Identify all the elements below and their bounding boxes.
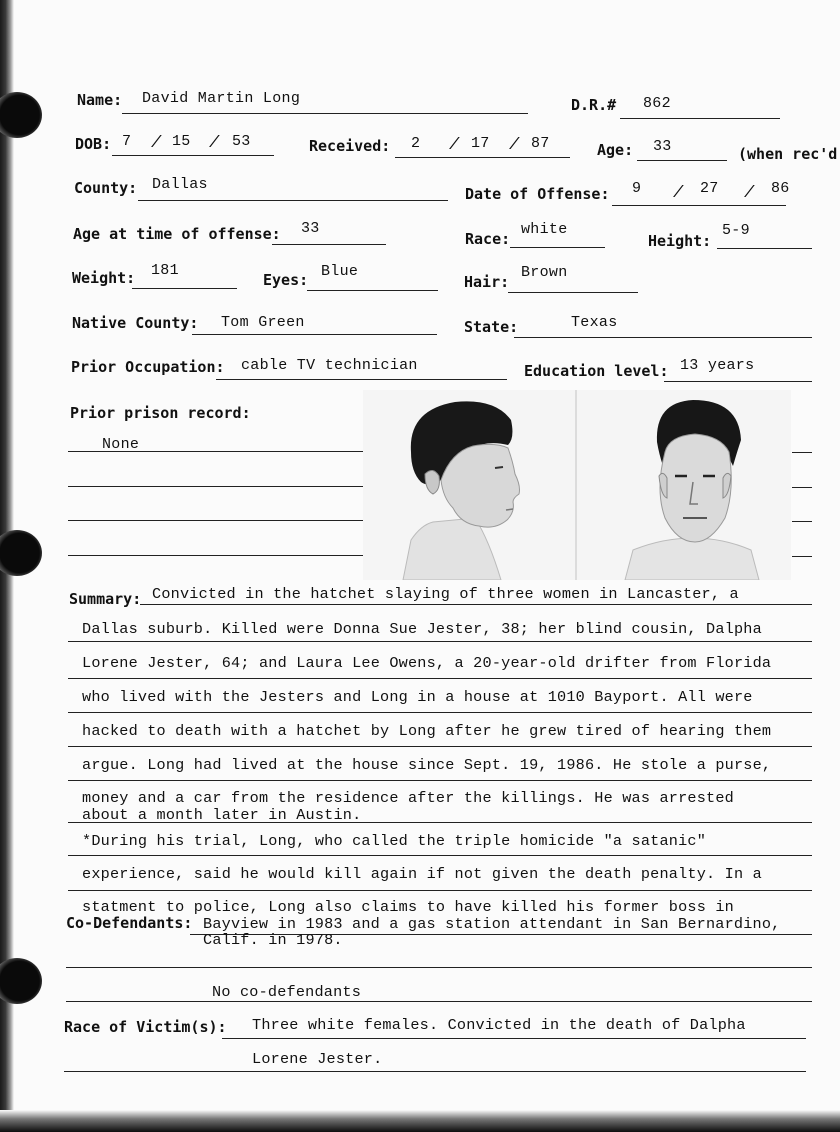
dr-value: 862 xyxy=(643,95,671,112)
victims-underline-1 xyxy=(222,1038,806,1039)
occupation-label: Prior Occupation: xyxy=(71,358,225,376)
summary-line-2: Dallas suburb. Killed were Donna Sue Jester, 38; her blind cousin, Dalpha xyxy=(82,620,762,638)
height-value: 5-9 xyxy=(722,222,750,239)
summary-underline-3 xyxy=(68,678,812,679)
summary-underline-7 xyxy=(68,822,812,823)
name-underline xyxy=(122,113,528,114)
eyes-label: Eyes: xyxy=(263,271,309,289)
mugshot-photo xyxy=(363,390,791,580)
page-edge-bottom xyxy=(0,1110,840,1132)
mugshot-illustration xyxy=(363,390,791,580)
received-day: 17 xyxy=(471,135,490,152)
summary-line-10: experience, said he would kill again if not given the death penalty. In a xyxy=(82,865,762,883)
dob-slash-1: / xyxy=(151,134,162,153)
summary-underline-4 xyxy=(68,712,812,713)
punch-hole-middle xyxy=(0,530,42,576)
codefendants-label: Co-Defendants: xyxy=(66,914,193,932)
state-underline xyxy=(514,337,812,338)
summary-underline-5 xyxy=(68,746,812,747)
dob-slash-2: / xyxy=(209,134,220,153)
dob-underline xyxy=(112,155,274,156)
prior-record-line-2 xyxy=(68,486,364,487)
race-underline xyxy=(510,247,605,248)
state-label: State: xyxy=(464,318,519,336)
hair-underline xyxy=(508,292,638,293)
prior-record-line-right-2 xyxy=(792,487,812,488)
dob-label: DOB: xyxy=(75,135,112,153)
summary-line-8: about a month later in Austin. xyxy=(82,806,362,824)
age-underline xyxy=(637,160,727,161)
occupation-underline xyxy=(216,379,507,380)
county-label: County: xyxy=(74,179,138,197)
hair-value: Brown xyxy=(521,264,568,281)
summary-line-13: Calif. in 1978. xyxy=(203,931,343,949)
offense-month: 9 xyxy=(632,180,642,197)
summary-line-5: hacked to death with a hatchet by Long after he grew tired of hearing them xyxy=(82,722,772,740)
height-label: Height: xyxy=(648,232,712,250)
prior-record-line-right-1 xyxy=(792,452,812,453)
summary-underline-8 xyxy=(68,855,812,856)
victims-line-1: Three white females. Convicted in the death of Dalpha xyxy=(252,1016,746,1034)
race-label: Race: xyxy=(465,230,511,248)
dob-year: 53 xyxy=(232,133,251,150)
native-county-underline xyxy=(192,334,437,335)
summary-label: Summary: xyxy=(69,590,142,608)
summary-line-3: Lorene Jester, 64; and Laura Lee Owens, a 20-year-old drifter from Florida xyxy=(82,654,772,672)
eyes-value: Blue xyxy=(321,263,359,280)
summary-line-6: argue. Long had lived at the house since Sept. 19, 1986. He stole a purse, xyxy=(82,756,772,774)
age-label: Age: xyxy=(597,141,634,159)
county-underline xyxy=(138,200,448,201)
native-county-label: Native County: xyxy=(72,314,199,332)
prior-record-line-4 xyxy=(68,555,364,556)
education-underline xyxy=(664,381,812,382)
weight-underline xyxy=(132,288,237,289)
weight-value: 181 xyxy=(151,262,179,279)
codefendants-underline-2 xyxy=(66,967,812,968)
punch-hole-top xyxy=(0,92,42,138)
education-label: Education level: xyxy=(524,362,669,380)
summary-underline-9 xyxy=(68,890,812,891)
state-value: Texas xyxy=(571,314,618,331)
age-offense-label: Age at time of offense: xyxy=(73,225,281,243)
summary-underline-1 xyxy=(140,604,812,605)
dr-label: D.R.# xyxy=(571,96,617,114)
occupation-value: cable TV technician xyxy=(241,357,418,374)
dr-underline xyxy=(620,118,780,119)
summary-underline-2 xyxy=(68,641,812,642)
hair-label: Hair: xyxy=(464,273,510,291)
codefendants-underline-3 xyxy=(66,1001,812,1002)
summary-line-9: *During his trial, Long, who called the triple homicide "a satanic" xyxy=(82,832,707,850)
offense-day: 27 xyxy=(700,180,719,197)
victims-underline-2 xyxy=(64,1071,806,1072)
prior-record-label: Prior prison record: xyxy=(70,404,251,422)
summary-line-1: Convicted in the hatchet slaying of three women in Lancaster, a xyxy=(152,585,739,603)
offense-slash-2: / xyxy=(744,184,755,203)
offense-date-label: Date of Offense: xyxy=(465,185,610,203)
native-county-value: Tom Green xyxy=(221,314,305,331)
prior-record-value: None xyxy=(102,436,140,453)
eyes-underline xyxy=(307,290,438,291)
race-value: white xyxy=(521,221,568,238)
prior-record-line-right-4 xyxy=(792,556,812,557)
summary-line-11: statment to police, Long also claims to have killed his former boss in xyxy=(82,898,734,916)
name-label: Name: xyxy=(77,91,123,109)
age-value: 33 xyxy=(653,138,672,155)
offense-year: 86 xyxy=(771,180,790,197)
summary-underline-6 xyxy=(68,780,812,781)
prior-record-line-1 xyxy=(68,451,364,452)
codefendants-value: No co-defendants xyxy=(212,983,362,1001)
received-slash-2: / xyxy=(509,136,520,155)
victims-label: Race of Victim(s): xyxy=(64,1018,227,1036)
prior-record-line-3 xyxy=(68,520,364,521)
education-value: 13 years xyxy=(680,357,755,374)
height-underline xyxy=(717,248,812,249)
received-label: Received: xyxy=(309,137,391,155)
dob-day: 15 xyxy=(172,133,191,150)
received-year: 87 xyxy=(531,135,550,152)
prior-record-line-right-3 xyxy=(792,521,812,522)
county-value: Dallas xyxy=(152,176,208,193)
victims-line-2: Lorene Jester. xyxy=(252,1050,383,1068)
summary-line-12: Bayview in 1983 and a gas station attendant in San Bernardino, xyxy=(203,915,781,933)
received-underline xyxy=(395,157,570,158)
age-note: (when rec'd xyxy=(738,145,838,163)
offense-slash-1: / xyxy=(673,184,684,203)
summary-line-4: who lived with the Jesters and Long in a house at 1010 Bayport. All were xyxy=(82,688,753,706)
name-value: David Martin Long xyxy=(142,90,301,107)
summary-line-7: money and a car from the residence after the killings. He was arrested xyxy=(82,789,734,807)
punch-hole-bottom xyxy=(0,958,42,1004)
age-offense-value: 33 xyxy=(301,220,320,237)
weight-label: Weight: xyxy=(72,269,136,287)
offense-underline xyxy=(612,205,786,206)
received-slash-1: / xyxy=(449,136,460,155)
received-month: 2 xyxy=(411,135,421,152)
dob-month: 7 xyxy=(122,133,132,150)
age-offense-underline xyxy=(272,244,386,245)
